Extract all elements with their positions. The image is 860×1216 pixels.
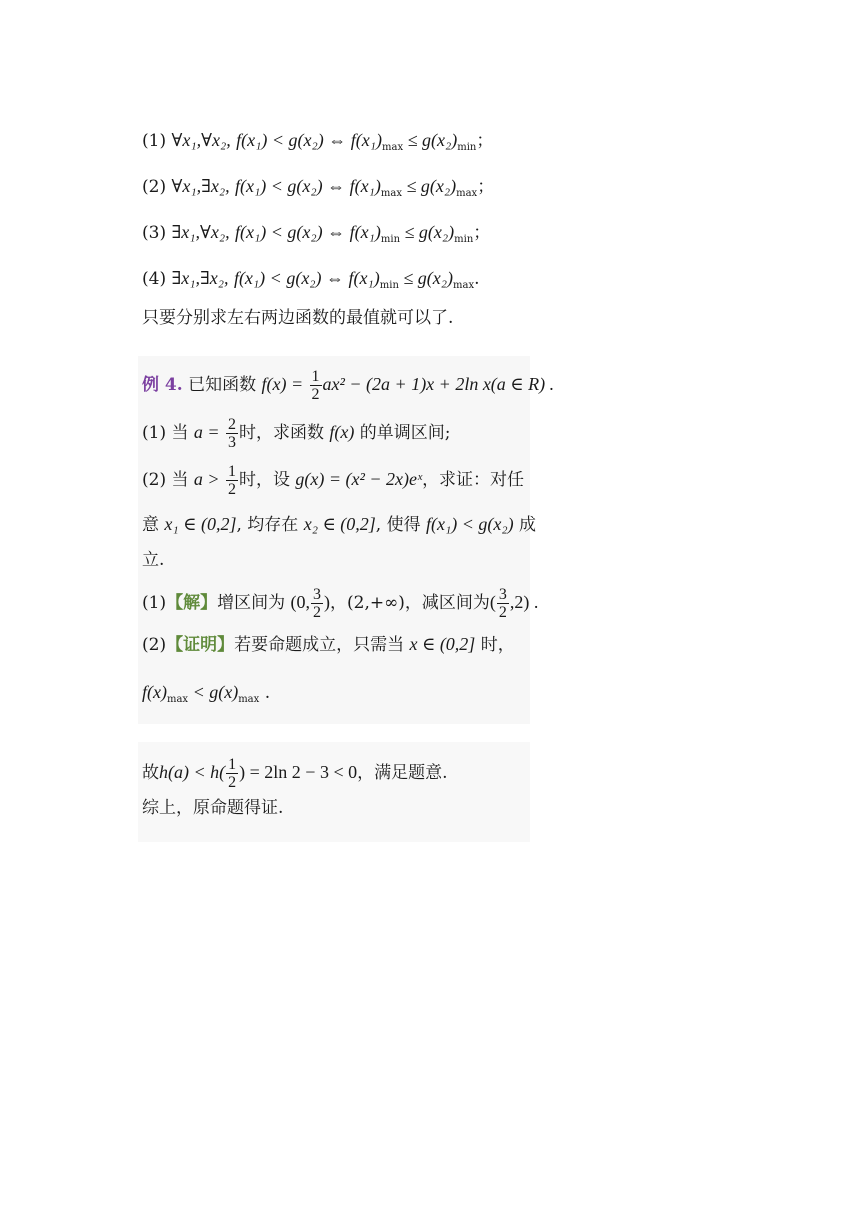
fraction-half: [226, 756, 238, 791]
fraction-two-thirds: [226, 416, 238, 451]
quantifiers: ∀x₁,∃x₂,: [171, 176, 230, 196]
solution-number: (1): [142, 593, 167, 613]
subscript: max: [382, 142, 404, 153]
question-2-line-2: [142, 512, 536, 537]
parameter-a: a >: [193, 469, 220, 489]
numerator: 3: [498, 586, 507, 603]
question-text: 时，求函数: [238, 423, 324, 443]
example-label: 例 4.: [142, 375, 183, 395]
interval-end: ): [324, 592, 330, 612]
function-g: < g(x): [188, 682, 239, 702]
condition-4: [142, 266, 480, 298]
denominator: 2: [313, 604, 321, 621]
interval-start: (0,: [290, 592, 310, 612]
solution-text: 增区间为: [217, 593, 286, 613]
inequality-lhs: h(a) < h(: [159, 762, 226, 782]
solution-2-line-2: [142, 680, 270, 712]
inequality-rhs: ) = 2ln 2 − 3 < 0: [239, 762, 358, 782]
question-prefix: (1) 当: [142, 423, 189, 443]
subscript: max: [453, 280, 475, 291]
equivalence-rhs: ≤ g(x₂): [403, 130, 458, 150]
summary-text: 只要分别求左右两边函数的最值就可以了.: [142, 308, 454, 328]
subscript: min: [380, 234, 401, 245]
condition-number: (1): [142, 131, 167, 151]
denominator: 2: [311, 386, 320, 403]
denominator: 2: [228, 774, 237, 791]
solution-1: [142, 586, 538, 621]
quantifiers: ∃x₁,∃x₂,: [171, 268, 229, 288]
solution-tag: 【证明】: [166, 635, 235, 655]
numerator: 1: [228, 756, 237, 773]
denominator: 2: [498, 604, 507, 621]
equivalence-lhs: f(x₁) < g(x₂) ⇔ f(x₁): [233, 268, 380, 288]
condition-number: (4): [142, 269, 167, 289]
quantifiers: ∃x₁,∀x₂,: [171, 222, 230, 242]
punctuation: .: [259, 683, 271, 703]
text: ，满足题意.: [357, 763, 448, 783]
punctuation: ；: [473, 223, 491, 243]
numerator: 1: [227, 463, 236, 480]
text: 意: [142, 515, 159, 535]
solution-text: 时，: [480, 635, 515, 655]
fraction-half: [310, 368, 322, 403]
subscript: min: [457, 142, 477, 153]
numerator: 1: [311, 368, 320, 385]
quantifiers: ∀x₁,∀x₂,: [171, 130, 231, 150]
subscript: min: [454, 234, 474, 245]
equivalence-lhs: f(x₁) < g(x₂) ⇔ f(x₁): [236, 130, 382, 150]
numerator: 2: [227, 416, 236, 433]
condition-3: [142, 220, 490, 252]
function-ref: f(x): [329, 422, 355, 442]
solution-text: 若要命题成立，只需当: [234, 635, 405, 655]
interval-end: ,2) .: [509, 592, 539, 612]
question-text: 时，设: [238, 470, 290, 490]
domain-x: x ∈ (0,2]: [409, 634, 476, 654]
text: 成: [519, 515, 537, 535]
inequality: f(x₁) < g(x₂): [426, 514, 514, 534]
question-1: [142, 416, 450, 451]
question-2-line-3: 立.: [142, 550, 165, 570]
equivalence-lhs: f(x₁) < g(x₂) ⇔ f(x₁): [235, 176, 381, 196]
solution-text: ，(2,+∞)，减区间为: [330, 593, 490, 613]
parameter-a: a =: [193, 422, 220, 442]
equivalence-rhs: ≤ g(x₂): [400, 222, 455, 242]
condition-number: (3): [142, 223, 167, 243]
question-end: ，求证：对任: [422, 470, 525, 490]
example-intro: 已知函数: [188, 375, 257, 395]
fraction-three-halves: [311, 586, 323, 621]
condition-2: [142, 174, 494, 206]
condition-number: (2): [142, 177, 167, 197]
question-2: [142, 463, 524, 498]
equivalence-rhs: ≤ g(x₂): [398, 268, 454, 288]
subscript: max: [238, 694, 260, 705]
function-f: f(x): [142, 682, 167, 702]
subscript: max: [380, 188, 402, 199]
example-statement: [142, 368, 554, 403]
interval-start: (: [489, 592, 496, 612]
example-background: [138, 356, 530, 724]
denominator: 2: [227, 481, 236, 498]
conclusion-1: [142, 756, 448, 791]
equivalence-rhs: ≤ g(x₂): [401, 176, 457, 196]
solution-number: (2): [142, 635, 167, 655]
function-lhs: f(x) =: [261, 374, 304, 394]
subscript: max: [166, 694, 189, 705]
fraction-half: [226, 463, 238, 498]
text: , 使得: [375, 515, 421, 535]
question-prefix: (2) 当: [142, 470, 189, 490]
solution-tag: 【解】: [166, 593, 218, 613]
text: , 均存在: [236, 515, 299, 535]
function-g: g(x) = (x² − 2x)eˣ: [295, 469, 423, 489]
punctuation: ；: [477, 177, 495, 197]
question-end: 的单调区间;: [359, 423, 451, 443]
function-rhs: ax² − (2a + 1)x + 2ln x(a ∈ R) .: [322, 374, 555, 394]
domain-x1: x₁ ∈ (0,2]: [164, 514, 237, 534]
text: 故: [142, 763, 159, 783]
solution-2: [142, 632, 515, 657]
equivalence-lhs: f(x₁) < g(x₂) ⇔ f(x₁): [235, 222, 381, 242]
fraction-three-halves: [497, 586, 509, 621]
conclusion-2: 综上，原命题得证.: [142, 798, 284, 818]
denominator: 3: [227, 434, 236, 451]
punctuation: ；: [476, 131, 494, 151]
domain-x2: x₂ ∈ (0,2]: [303, 514, 376, 534]
subscript: max: [456, 188, 478, 199]
punctuation: .: [474, 269, 480, 289]
numerator: 3: [313, 586, 321, 603]
subscript: min: [379, 280, 399, 291]
condition-1: [142, 128, 493, 160]
